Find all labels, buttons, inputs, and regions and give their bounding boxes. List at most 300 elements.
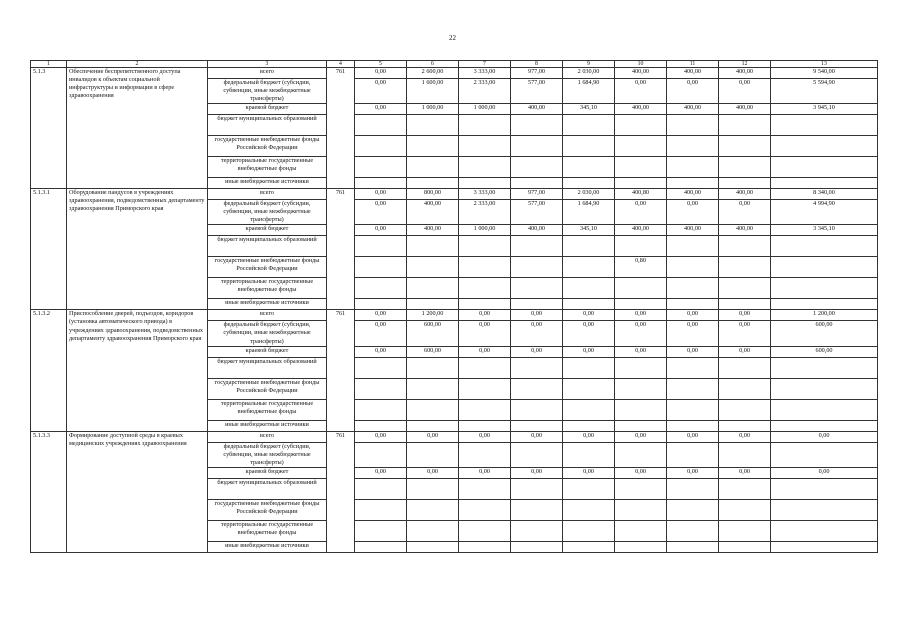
value-cell [719,136,771,157]
value-cell [563,299,615,310]
value-cell: 0,00 [719,467,771,478]
value-cell [511,299,563,310]
value-cell [511,478,563,499]
value-cell [719,378,771,399]
value-cell [563,236,615,257]
funding-source: иные внебюджетные источники [208,541,327,552]
value-cell: 400,00 [407,200,459,225]
table-row [31,68,878,79]
value-cell [511,378,563,399]
value-cell: 0,00 [667,79,719,104]
item-code: 5.1.3.1 [31,189,67,310]
value-cell [719,157,771,178]
value-cell [563,357,615,378]
value-cell: 0,00 [355,346,407,357]
value-cell [355,115,407,136]
value-cell: 9 540,00 [771,68,878,79]
funding-source: территориальные государственные внебюджетные фонды [208,157,327,178]
value-cell: 0,00 [615,346,667,357]
value-cell: 0,00 [355,200,407,225]
funding-source: всего [208,68,327,79]
value-cell [719,236,771,257]
value-cell: 1 600,00 [407,79,459,104]
value-cell: 0,00 [719,346,771,357]
funding-source: территориальные государственные внебюджетные фонды [208,399,327,420]
value-cell: 8 340,00 [771,189,878,200]
value-cell: 0,00 [355,225,407,236]
value-cell [563,478,615,499]
value-cell [459,278,511,299]
column-header: 5 [355,61,407,68]
value-cell [459,442,511,467]
value-cell: 0,00 [511,431,563,442]
value-cell: 1 000,00 [459,225,511,236]
value-cell: 400,00 [615,68,667,79]
value-cell: 977,00 [511,189,563,200]
column-header: 7 [459,61,511,68]
value-cell [511,236,563,257]
value-cell [511,357,563,378]
value-cell [771,420,878,431]
value-cell: 0,00 [563,310,615,321]
value-cell [615,378,667,399]
value-cell: 0,00 [355,189,407,200]
value-cell: 400,00 [511,104,563,115]
value-cell [407,178,459,189]
value-cell [355,257,407,278]
responsible-code: 761 [327,310,355,431]
value-cell [719,499,771,520]
value-cell [459,178,511,189]
value-cell [459,357,511,378]
value-cell [719,115,771,136]
value-cell [615,520,667,541]
column-header: 13 [771,61,878,68]
funding-source: государственные внебюджетные фонды Российской Федерации [208,257,327,278]
value-cell [407,136,459,157]
value-cell [719,257,771,278]
value-cell: 1 200,00 [407,310,459,321]
value-cell [355,157,407,178]
item-code: 5.1.3 [31,68,67,189]
value-cell [667,399,719,420]
value-cell: 3 333,00 [459,189,511,200]
value-cell: 400,00 [615,104,667,115]
funding-source: краевой бюджет [208,346,327,357]
funding-source: федеральный бюджет (субсидии, субвенции, иные межбюджетные трансферты) [208,442,327,467]
value-cell: 0,00 [667,431,719,442]
value-cell: 1 684,90 [563,79,615,104]
value-cell: 600,00 [407,321,459,346]
value-cell [719,399,771,420]
value-cell [459,499,511,520]
value-cell [511,541,563,552]
value-cell [615,442,667,467]
value-cell [667,278,719,299]
value-cell [459,520,511,541]
value-cell [667,136,719,157]
value-cell [407,420,459,431]
value-cell: 1 200,00 [771,310,878,321]
value-cell: 400,80 [615,189,667,200]
value-cell [511,420,563,431]
value-cell [407,520,459,541]
value-cell [407,541,459,552]
value-cell: 0,00 [667,321,719,346]
value-cell: 2 333,00 [459,200,511,225]
value-cell: 0,00 [511,346,563,357]
value-cell [355,236,407,257]
value-cell [667,499,719,520]
table-row [31,431,878,442]
value-cell: 0,00 [511,467,563,478]
value-cell [407,257,459,278]
value-cell [771,136,878,157]
value-cell [771,278,878,299]
funding-source: иные внебюджетные источники [208,420,327,431]
value-cell: 400,00 [719,225,771,236]
value-cell: 0,00 [615,200,667,225]
value-cell: 400,00 [667,104,719,115]
value-cell: 400,00 [719,104,771,115]
value-cell [407,236,459,257]
value-cell [563,442,615,467]
funding-source: бюджет муниципальных образований [208,115,327,136]
value-cell [459,478,511,499]
value-cell [459,115,511,136]
value-cell: 0,00 [459,310,511,321]
value-cell [667,236,719,257]
value-cell [355,136,407,157]
value-cell [615,357,667,378]
funding-source: бюджет муниципальных образований [208,357,327,378]
value-cell: 3 945,10 [771,104,878,115]
value-cell: 3 333,00 [459,68,511,79]
value-cell: 977,00 [511,68,563,79]
budget-table [30,60,878,553]
value-cell [459,420,511,431]
item-code: 5.1.3.3 [31,431,67,552]
value-cell: 0,00 [563,346,615,357]
value-cell: 0,00 [615,467,667,478]
value-cell [563,399,615,420]
value-cell [615,278,667,299]
column-number-row [31,61,878,68]
value-cell: 2 030,00 [563,68,615,79]
value-cell [407,115,459,136]
value-cell [459,136,511,157]
value-cell [355,442,407,467]
value-cell: 0,00 [355,79,407,104]
value-cell: 0,00 [355,431,407,442]
value-cell [459,299,511,310]
value-cell: 0,00 [771,467,878,478]
page-number: 22 [449,34,456,42]
value-cell [719,478,771,499]
value-cell [563,499,615,520]
value-cell [563,257,615,278]
responsible-code: 761 [327,68,355,189]
value-cell: 0,00 [615,79,667,104]
value-cell [355,299,407,310]
value-cell: 0,00 [459,321,511,346]
value-cell: 0,00 [355,467,407,478]
value-cell [615,399,667,420]
value-cell [511,399,563,420]
value-cell [459,399,511,420]
value-cell [407,442,459,467]
item-title: Приспособление дверей, подъездов, коридоров (установка автоматического привода) в учреждениях здравоохранения, подведомственных департаменту здравоохранения Приморского края [67,310,208,431]
value-cell [615,236,667,257]
responsible-code: 761 [327,431,355,552]
value-cell [355,499,407,520]
item-title: Обеспечение беспрепятственного доступа инвалидов к объектам социальной инфраструктуры и информации в сфере здравоохранения [67,68,208,189]
value-cell [563,157,615,178]
value-cell [459,378,511,399]
value-cell [511,157,563,178]
value-cell: 400,00 [719,68,771,79]
funding-source: иные внебюджетные источники [208,299,327,310]
value-cell [719,178,771,189]
value-cell [771,357,878,378]
value-cell [407,499,459,520]
table-row [31,189,878,200]
value-cell: 345,10 [563,104,615,115]
value-cell [667,257,719,278]
value-cell [355,478,407,499]
value-cell [771,115,878,136]
value-cell: 400,00 [667,68,719,79]
value-cell: 600,00 [771,346,878,357]
value-cell [355,378,407,399]
value-cell [407,299,459,310]
funding-source: всего [208,310,327,321]
item-title: Формирование доступной среды в краевых медицинских учреждениях здравоохранения [67,431,208,552]
value-cell [563,178,615,189]
column-header: 8 [511,61,563,68]
value-cell [615,178,667,189]
funding-source: территориальные государственные внебюджетные фонды [208,520,327,541]
funding-source: всего [208,431,327,442]
value-cell [667,420,719,431]
value-cell [615,420,667,431]
value-cell: 0,00 [563,321,615,346]
value-cell [355,420,407,431]
value-cell: 0,00 [459,346,511,357]
value-cell [615,136,667,157]
value-cell: 0,00 [771,431,878,442]
value-cell [563,541,615,552]
value-cell: 1 000,00 [407,104,459,115]
value-cell [667,299,719,310]
value-cell [355,399,407,420]
value-cell: 0,00 [355,68,407,79]
value-cell: 0,00 [667,346,719,357]
column-header: 2 [67,61,208,68]
value-cell [771,378,878,399]
value-cell [667,442,719,467]
value-cell: 400,00 [719,189,771,200]
table-row [31,310,878,321]
value-cell [771,520,878,541]
value-cell [355,541,407,552]
value-cell [719,541,771,552]
column-header: 10 [615,61,667,68]
value-cell [407,378,459,399]
value-cell: 577,00 [511,79,563,104]
funding-source: федеральный бюджет (субсидии, субвенции, иные межбюджетные трансферты) [208,79,327,104]
value-cell [355,178,407,189]
column-header: 9 [563,61,615,68]
funding-source: федеральный бюджет (субсидии, субвенции, иные межбюджетные трансферты) [208,321,327,346]
item-title: Оборудование пандусов в учреждениях здравоохранения, подведомственных департаменту здравоохранения Приморского края [67,189,208,310]
value-cell: 0,00 [355,321,407,346]
value-cell: 600,00 [771,321,878,346]
value-cell [667,357,719,378]
value-cell [719,299,771,310]
value-cell: 0,00 [511,310,563,321]
value-cell [563,115,615,136]
value-cell [667,157,719,178]
value-cell: 2 030,00 [563,189,615,200]
value-cell: 0,00 [615,431,667,442]
funding-source: федеральный бюджет (субсидии, субвенции, иные межбюджетные трансферты) [208,200,327,225]
funding-source: краевой бюджет [208,104,327,115]
value-cell: 2 333,00 [459,79,511,104]
value-cell: 0,00 [563,467,615,478]
value-cell: 0,00 [407,431,459,442]
value-cell: 0,00 [407,467,459,478]
value-cell [459,541,511,552]
value-cell [719,278,771,299]
value-cell [511,278,563,299]
column-header: 11 [667,61,719,68]
value-cell [771,399,878,420]
funding-source: государственные внебюджетные фонды Российской Федерации [208,378,327,399]
value-cell [667,378,719,399]
funding-source: бюджет муниципальных образований [208,478,327,499]
value-cell [771,442,878,467]
funding-source: государственные внебюджетные фонды Российской Федерации [208,136,327,157]
value-cell [511,257,563,278]
value-cell [355,278,407,299]
value-cell [407,478,459,499]
value-cell [615,299,667,310]
value-cell: 0,00 [511,321,563,346]
value-cell [563,278,615,299]
value-cell: 0,00 [719,310,771,321]
value-cell [511,442,563,467]
funding-source: территориальные государственные внебюджетные фонды [208,278,327,299]
value-cell [511,178,563,189]
value-cell [459,157,511,178]
value-cell: 0,00 [667,310,719,321]
value-cell [771,299,878,310]
value-cell [719,357,771,378]
responsible-code: 761 [327,189,355,310]
value-cell [771,478,878,499]
column-header: 1 [31,61,67,68]
value-cell [615,541,667,552]
value-cell [459,236,511,257]
value-cell [719,520,771,541]
value-cell [719,442,771,467]
value-cell: 1 000,00 [459,104,511,115]
value-cell: 400,00 [615,225,667,236]
value-cell [667,520,719,541]
value-cell [511,520,563,541]
value-cell: 800,00 [407,189,459,200]
funding-source: иные внебюджетные источники [208,178,327,189]
value-cell: 4 994,90 [771,200,878,225]
funding-source: всего [208,189,327,200]
value-cell [407,278,459,299]
value-cell: 0,00 [355,310,407,321]
value-cell [771,236,878,257]
column-header: 3 [208,61,327,68]
value-cell: 3 345,10 [771,225,878,236]
value-cell [511,136,563,157]
value-cell: 0,00 [667,200,719,225]
column-header: 4 [327,61,355,68]
value-cell [771,499,878,520]
funding-source: краевой бюджет [208,225,327,236]
value-cell: 0,00 [615,321,667,346]
value-cell: 0,00 [719,200,771,225]
value-cell: 345,10 [563,225,615,236]
value-cell [459,257,511,278]
value-cell: 0,00 [459,467,511,478]
value-cell: 0,00 [719,321,771,346]
item-code: 5.1.3.2 [31,310,67,431]
value-cell [563,420,615,431]
value-cell: 2 600,00 [407,68,459,79]
value-cell: 1 684,90 [563,200,615,225]
value-cell [563,520,615,541]
funding-source: краевой бюджет [208,467,327,478]
value-cell: 600,00 [407,346,459,357]
value-cell [563,136,615,157]
value-cell: 0,00 [667,467,719,478]
value-cell [771,257,878,278]
value-cell [407,399,459,420]
value-cell: 400,00 [667,189,719,200]
value-cell: 0,00 [459,431,511,442]
value-cell: 400,00 [407,225,459,236]
funding-source: государственные внебюджетные фонды Российской Федерации [208,499,327,520]
value-cell [771,157,878,178]
column-header: 12 [719,61,771,68]
value-cell [771,541,878,552]
value-cell [771,178,878,189]
value-cell: 0,00 [355,104,407,115]
value-cell: 0,00 [719,431,771,442]
value-cell [355,357,407,378]
value-cell [667,178,719,189]
value-cell [355,520,407,541]
column-header: 6 [407,61,459,68]
value-cell [615,157,667,178]
value-cell [615,478,667,499]
value-cell: 5 594,90 [771,79,878,104]
value-cell: 0,00 [563,431,615,442]
value-cell [511,115,563,136]
funding-source: бюджет муниципальных образований [208,236,327,257]
value-cell [615,115,667,136]
value-cell [615,499,667,520]
value-cell: 400,00 [667,225,719,236]
value-cell: 577,00 [511,200,563,225]
